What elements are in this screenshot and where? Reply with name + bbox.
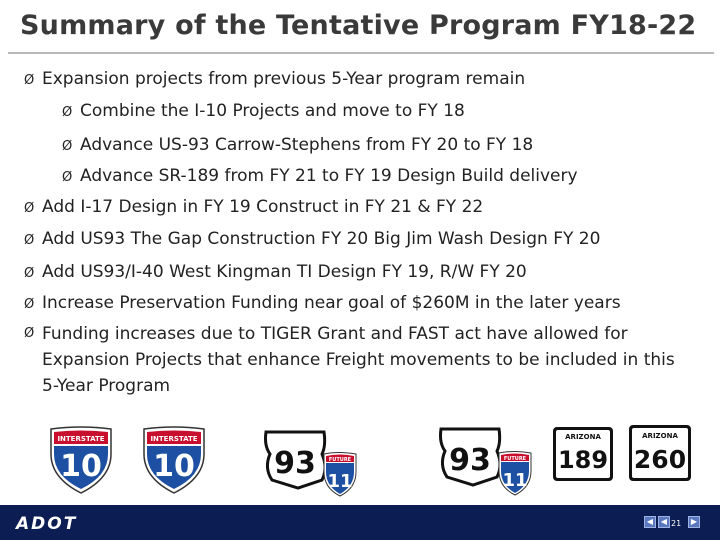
interstate-number: 10 <box>60 449 102 484</box>
state-route-number: 260 <box>633 445 687 474</box>
interstate-10-shield-icon <box>141 426 207 496</box>
bullet-arrow-icon: Ø <box>62 139 73 154</box>
route-signs-row <box>0 420 720 500</box>
interstate-10-shield-icon <box>48 426 114 496</box>
bullet-text: Combine the I-10 Projects and move to FY 18 <box>80 101 465 121</box>
bullet-text: Add US93 The Gap Construction FY 20 Big Jim Wash Design FY 20 <box>42 229 601 249</box>
page-number: 21 <box>671 519 682 528</box>
bullet-text: Funding increases due to TIGER Grant and FAST act have allowed for Expansion Projects that enhance Freight movements to be included in this 5-Year Program <box>42 324 675 396</box>
interstate-number: 10 <box>153 449 195 484</box>
bullet-item <box>24 321 694 399</box>
bullet-arrow-icon: Ø <box>24 73 35 88</box>
bullet-text: Add I-17 Design in FY 19 Construct in FY 21 & FY 22 <box>42 197 484 217</box>
future-label: FUTURE <box>328 457 352 463</box>
state-label: ARIZONA <box>565 433 601 441</box>
slide-title: Summary of the Tentative Program FY18-22 <box>20 10 697 41</box>
state-route-number: 189 <box>557 446 609 474</box>
bullet-text: Expansion projects from previous 5-Year program remain <box>42 69 526 89</box>
future-interstate-number: 11 <box>502 470 528 491</box>
arizona-sr-260-sign-icon <box>628 424 692 482</box>
bullet-text: Increase Preservation Funding near goal of $260M in the later years <box>42 293 621 313</box>
us-93-future-11-shield-icon <box>437 425 535 499</box>
bullet-item <box>24 66 525 94</box>
state-label: ARIZONA <box>642 432 678 440</box>
sub-bullet-item <box>62 132 533 160</box>
bullet-arrow-icon: Ø <box>62 170 73 185</box>
future-interstate-number: 11 <box>327 471 353 492</box>
us-93-future-11-shield-icon <box>262 428 360 498</box>
bullet-item <box>24 226 600 254</box>
bullet-item <box>24 194 483 222</box>
bullet-item <box>24 259 527 287</box>
next-slide-icon[interactable]: ▶ <box>688 516 700 528</box>
us-route-number: 93 <box>449 443 491 478</box>
bullet-arrow-icon: Ø <box>24 233 35 248</box>
sub-bullet-item <box>62 98 465 126</box>
interstate-label: INTERSTATE <box>57 435 105 443</box>
bullet-text: Add US93/I-40 West Kingman TI Design FY 19, R/W FY 20 <box>42 262 527 282</box>
bullet-text: Advance SR-189 from FY 21 to FY 19 Design Build delivery <box>80 166 578 186</box>
bullet-text: Advance US-93 Carrow-Stephens from FY 20 to FY 18 <box>80 135 534 155</box>
sub-bullet-item <box>62 163 578 191</box>
future-label: FUTURE <box>503 456 527 462</box>
first-slide-icon[interactable]: ◀ <box>644 516 656 528</box>
us-route-number: 93 <box>274 446 316 481</box>
bullet-arrow-icon: Ø <box>24 297 35 312</box>
bullet-arrow-icon: Ø <box>62 105 73 120</box>
bullet-arrow-icon: Ø <box>24 266 35 281</box>
adot-logo: ADOT <box>16 514 78 534</box>
interstate-label: INTERSTATE <box>150 435 198 443</box>
prev-slide-icon[interactable]: ◀ <box>658 516 670 528</box>
bullet-arrow-icon: Ø <box>24 326 35 341</box>
title-divider <box>8 52 714 54</box>
footer-bar <box>0 505 720 540</box>
arizona-sr-189-sign-icon <box>552 426 614 482</box>
bullet-item <box>24 290 621 318</box>
bullet-arrow-icon: Ø <box>24 201 35 216</box>
